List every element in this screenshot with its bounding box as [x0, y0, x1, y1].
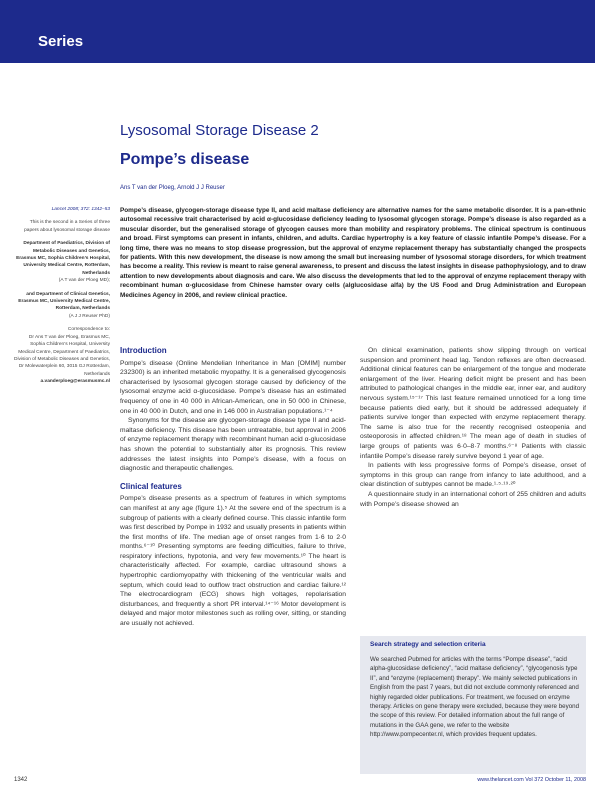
affiliation-1: Department of Paediatrics, Division of Metabolic Diseases and Genetics, Erasmus MC, Sophia Children’s Hospital, University Medical Centre, Rotterdam, Netherlands	[16, 241, 110, 276]
search-strategy-text: We searched Pubmed for articles with the terms “Pompe disease”, “acid alpha-glucosidase deficiency”, “acid maltase deficiency”, “glycogenosis type II”, and “enzyme (replacement) therapy”. We mainly selected publications in English from the past 7 years, but did not exclude commonly referenced and highly regarded older publications. For treatment, we focused on enzyme therapy. Articles on gene therapy were excluded, because they were beyond the scope of this review. For detailed information about the full range of mutations in the GAA gene, we refer to the website http://www.pompecenter.nl, which provides frequent updates.	[370, 656, 580, 739]
article-title: Pompe’s disease	[120, 151, 250, 168]
article-series-title: Lysosomal Storage Disease 2	[120, 122, 319, 139]
introduction-heading: Introduction	[120, 346, 167, 355]
left-column	[120, 346, 346, 629]
correspondence-address: Dr Ans T van der Ploeg, Erasmus MC, Sophia Children’s Hospital, University Medical Centre, Department of Paediatrics, Division of Metabolic Diseases and Genetics, Dr Molewaterplein 60, 3015 GJ Rotterdam, Netherlands	[14, 334, 110, 377]
abstract: Pompe’s disease, glycogen-storage disease type II, and acid maltase deficiency are alternative names for the same metabolic disorder. It is a pan-ethnic autosomal recessive trait characterised by acid α-glucosidase deficiency leading to lysosomal glycogen storage. Pompe’s disease is also regarded as a muscular disorder, but the generalised storage of glycogen causes more than mobility and respiratory problems. The clinical spectrum is continuous and broad. First symptoms can present in infants, children, and adults. Cardiac hypertrophy is a key feature of classic infantile Pompe’s disease. For a long time, there was no means to stop disease progression, but the approval of enzyme replacement therapy has substantially changed the prospects for patients. With this new development, the disease is now among the small but increasing number of lysosomal storage disorders, for which treatment has become a reality. This review is meant to raise general awareness, to present and discuss the latest insights in disease pathophysiology, and to draw attention to new developments about diagnosis and care. We also discuss the developments that led to the approval of enzyme replacement therapy with recombinant human α-glucosidase from Chinese hamster ovary cells (alglucosidase alfa) by the US Food and Drug Administration and European Medicines Agency in 2006, and review clinical practice.	[120, 207, 586, 299]
right-column	[360, 346, 586, 509]
page-number: 1342	[14, 777, 28, 783]
journal-footer: www.thelancet.com Vol 372 October 11, 2008	[477, 777, 586, 783]
series-banner	[0, 0, 595, 63]
introduction-paragraph-2: Synonyms for the disease are glycogen-storage disease type II and acid-maltase deficiency. This disease has been untreatable, but approval in 2006 of enzyme replacement therapy with recombinant human acid α-glucosidase has shown the potential to substantially alter its prognosis. This review addresses the latest insights into Pompe’s disease, with a focus on diagnostic and therapeutic challenges.	[120, 417, 346, 473]
journal-citation: Lancet 2008; 372: 1342–53	[51, 207, 110, 212]
author-list: Ans T van der Ploeg, Arnold J J Reuser	[120, 185, 225, 191]
introduction-paragraph-1: Pompe’s disease (Online Mendelian Inheritance in Man [OMIM] number 232300) is an inherited metabolic myopathy. It is a generalised glycogenosis characterised by lysosomal glycogen storage caused by deficiency of the lysosomal enzyme acid α-glucosidase. Pompe’s disease has an estimated frequency of one in 40 000 in African-American, one in 50 000 in Chinese, one in 40 000 in Dutch, and one in 146 000 in Australian populations.¹⁻⁴	[120, 359, 346, 415]
right-column-paragraph-2: In patients with less progressive forms of Pompe’s disease, onset of symptoms in this group can range from infancy to late adulthood, and a clear distinction of subtypes cannot be made.¹·⁵·¹⁹·²⁰	[360, 462, 586, 489]
affiliation-2: and Department of Clinical Genetics, Erasmus MC, University Medical Centre, Rotterdam, Netherlands	[18, 291, 110, 312]
series-label: Series	[38, 33, 84, 50]
clinical-features-heading: Clinical features	[120, 481, 182, 491]
correspondence-email[interactable]: a.vanderploeg@erasmusmc.nl	[40, 379, 110, 385]
affiliation-1-note: (A T van der Ploeg MD);	[58, 278, 110, 284]
correspondence-label: Correspondence to:	[67, 327, 110, 333]
search-strategy-title: Search strategy and selection criteria	[370, 641, 486, 648]
clinical-features-paragraph-1: Pompe’s disease presents as a spectrum of features in which symptoms can manifest at any age (figure 1).⁵ At the severe end of the spectrum is a subgroup of patients with a clearly defined course. This classic infantile form was first described by Pompe in 1932 and usually presents in patients within the first months of life. The median age of onset ranges from 1·6 to 2·0 months.⁶⁻¹⁰ Presenting symptoms are feeding difficulties, failure to thrive, respiratory infections, hypotonia, and very few movements.¹⁰ The heart is characteristically affected. For example, cardiac ultrasound shows a hypertrophic cardiomyopathy with thickening of the ventricular walls and septum, which could lead to outflow tract obstruction and cardiac failure.¹² The electrocardiogram (ECG) shows high voltages, repolarisation disturbances, and frequently a short PR interval.¹⁴⁻¹⁶ Motor development is delayed and major motor milestones such as rolling over, sitting, or standing are usually not achieved.	[120, 495, 346, 628]
right-column-paragraph-3: A questionnaire study in an international cohort of 255 children and adults with Pompe’s disease showed an	[360, 490, 586, 508]
sidebar-notes	[14, 206, 110, 392]
right-column-paragraph-1: On clinical examination, patients show slipping through on vertical suspension and prominent head lag. Tendon reflexes are often decreased. Additional clinical features can be enlargement of the tongue and moderate enlargement of the liver. Hearing deficit might be present and has been attributed to pathological changes in the middle ear, inner ear, and auditory nervous system.¹⁵⁻¹⁷ This last feature remained unnoticed for a long time because patients died early, but it should be addressed adequately if patients survive longer than expected with enzyme replacement therapy. The same is also true for the recently recognised osteopenia and osteoporosis in affected children.¹⁸ The mean age of death in studies of large groups of patients was 6·0–8·7 months.⁶⁻⁸ Patients with classic infantile Pompe’s disease rarely survive beyond 1 year of age.	[360, 347, 586, 460]
series-note: This is the second in a Series of three papers about lysosomal storage disease	[24, 220, 110, 233]
affiliation-2-note: (A J J Reuser PhD)	[68, 313, 110, 319]
